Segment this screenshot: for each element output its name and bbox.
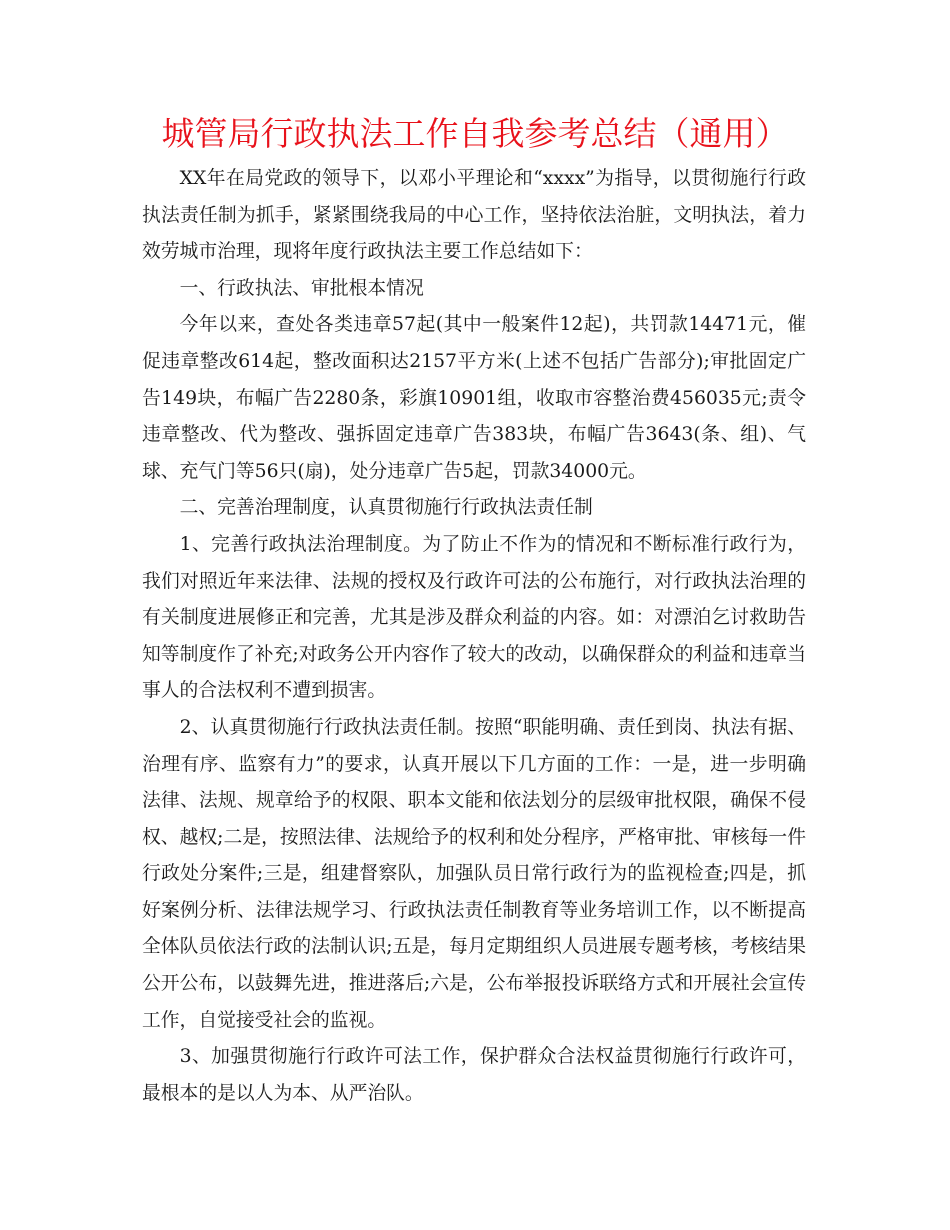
item-2-paragraph: 2、认真贯彻施行行政执法责任制。按照“职能明确、责任到岗、执法有据、治理有序、监察有力”的要求，认真开展以下几方面的工作：一是，进一步明确法律、法规、规章给予的权限、职本文能和依法划分的层级审批权限，确保不侵权、越权;二是，按照法律、法规给予的权利和处分程序，严格审批、审核每一件行政处分案件;三是，组建督察队，加强队员日常行政行为的监视检查;四是，抓好案例分析、法律法规学习、行政执法责任制教育等业务培训工作，以不断提高全体队员依法行政的法制认识;五是，每月定期组织人员进展专题考核，考核结果公开公布，以鼓舞先进，推进落后;六是，公布举报投诉联络方式和开展社会宣传工作，自觉接受社会的监视。 [142,716,806,1031]
intro-paragraph: XX年在局党政的领导下，以邓小平理论和“xxxx”为指导，以贯彻施行行政执法责任制为抓手，紧紧围绕我局的中心工作，坚持依法治脏，文明执法，着力效劳城市治理，现将年度行政执法主要工作总结如下： [142,168,806,263]
document-body [142,161,806,1112]
item-1-paragraph: 1、完善行政执法治理制度。为了防止不作为的情况和不断标准行政行为，我们对照近年来法律、法规的授权及行政许可法的公布施行，对行政执法治理的有关制度进展修正和完善，尤其是涉及群众利益的内容。如：对漂泊乞讨救助告知等制度作了补充;对政务公开内容作了较大的改动，以确保群众的利益和违章当事人的合法权利不遭到损害。 [142,533,806,702]
section-heading-2: 二、完善治理制度，认真贯彻施行行政执法责任制 [179,497,593,519]
item-3-paragraph: 3、加强贯彻施行行政许可法工作，保护群众合法权益贯彻施行行政许可，最根本的是以人为本、从严治队。 [142,1046,806,1104]
statistics-paragraph: 今年以来，查处各类违章57起(其中一般案件12起)，共罚款14471元，催促违章整改614起，整改面积达2157平方米(上述不包括广告部分);审批固定广告149块，布幅广告2280条，彩旗10901组，收取市容整治费456035元;责令违章整改、代为整改、强拆固定违章广告383块，布幅广告3643(条、组)、气球、充气门等56只(扇)，处分违章广告5起，罚款34000元。 [142,314,806,482]
section-heading-1: 一、行政执法、审批根本情况 [179,277,424,299]
document-title: 城管局行政执法工作自我参考总结（通用） [161,114,789,153]
